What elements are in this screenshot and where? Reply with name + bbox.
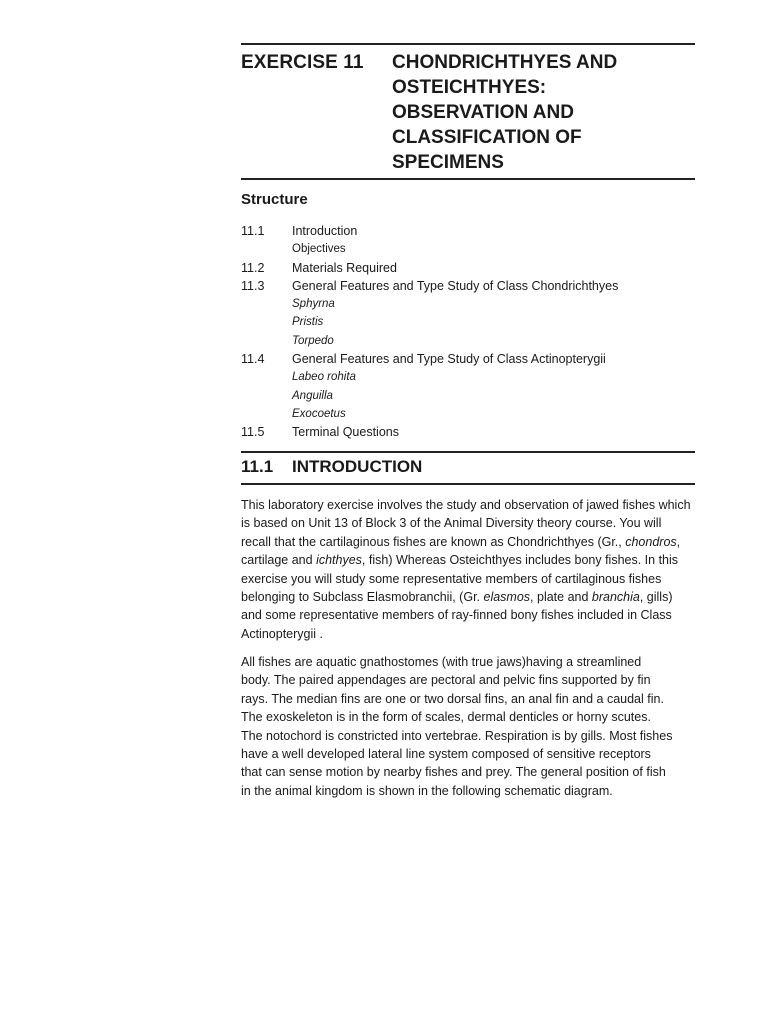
exercise-title-line: SPECIMENS xyxy=(392,152,504,173)
section-heading xyxy=(241,456,422,478)
structure-item-number: 11.5 xyxy=(241,425,265,440)
exercise-title-line: CLASSIFICATION OF xyxy=(392,127,582,148)
structure-item-text: Torpedo xyxy=(292,334,334,347)
italic-term: elasmos xyxy=(483,590,531,605)
structure-item xyxy=(241,277,701,295)
structure-item-text: Exocoetus xyxy=(292,407,346,420)
text-run: belonging to Subclass Elasmobranchii, (Gr. xyxy=(241,590,484,605)
header-top-rule xyxy=(241,43,695,45)
structure-item-text: General Features and Type Study of Class Actinopterygii xyxy=(292,352,606,367)
structure-item xyxy=(241,259,701,277)
paragraph-line: The exoskeleton is in the form of scales, dermal denticles or horny scutes. xyxy=(241,710,651,725)
exercise-title-line: CHONDRICHTHYES AND xyxy=(392,52,618,73)
header-bottom-rule xyxy=(241,178,695,180)
text-run: , gills) xyxy=(639,590,673,605)
structure-heading: Structure xyxy=(241,191,308,208)
structure-subitem xyxy=(241,332,701,350)
text-run: recall that the cartilaginous fishes are known as Chondrichthyes (Gr., xyxy=(241,534,626,549)
intro-paragraph-2 xyxy=(241,653,711,800)
structure-subitem xyxy=(241,313,701,331)
structure-item-text: Pristis xyxy=(292,316,324,329)
exercise-label: EXERCISE 11 xyxy=(241,52,364,73)
structure-item-number: 11.2 xyxy=(241,260,265,275)
structure-item-text: Materials Required xyxy=(292,260,397,275)
paragraph-line: that can sense motion by nearby fishes and prey. The general position of fish xyxy=(241,765,666,780)
section-title: INTRODUCTION xyxy=(292,457,423,476)
structure-item-text: Labeo rohita xyxy=(292,371,356,384)
structure-list xyxy=(241,222,701,442)
structure-subitem xyxy=(241,405,701,423)
italic-term: chondros xyxy=(625,534,677,549)
section-bottom-rule xyxy=(241,483,695,485)
exercise-title xyxy=(392,50,692,175)
structure-item-text: Sphyrna xyxy=(292,298,335,311)
structure-subitem xyxy=(241,368,701,386)
structure-item-number: 11.3 xyxy=(241,278,265,293)
structure-item xyxy=(241,350,701,368)
paragraph-line: have a well developed lateral line system composed of sensitive receptors xyxy=(241,747,651,762)
paragraph-line: body. The paired appendages are pectoral and pelvic fins supported by fin xyxy=(241,673,651,688)
structure-item-text: General Features and Type Study of Class Chondrichthyes xyxy=(292,278,619,293)
structure-item xyxy=(241,222,701,240)
paragraph-line xyxy=(241,533,711,551)
paragraph-line: All fishes are aquatic gnathostomes (with true jaws)having a streamlined xyxy=(241,655,642,669)
structure-item-text: Objectives xyxy=(292,243,346,256)
paragraph-line: rays. The median fins are one or two dorsal fins, an anal fin and a caudal fin. xyxy=(241,691,664,706)
paragraph-line: This laboratory exercise involves the study and observation of jawed fishes which xyxy=(241,498,691,512)
paragraph-line: is based on Unit 13 of Block 3 of the Animal Diversity theory course. You will xyxy=(241,516,662,531)
exercise-title-line: OSTEICHTHYES: xyxy=(392,77,547,98)
intro-paragraph-1 xyxy=(241,496,711,643)
structure-subitem xyxy=(241,240,701,258)
structure-subitem xyxy=(241,295,701,313)
text-run: , fish) Whereas Osteichthyes includes bony fishes. In this xyxy=(361,553,679,568)
structure-item-text: Terminal Questions xyxy=(292,425,399,440)
text-run: cartilage and xyxy=(241,553,317,568)
paragraph-line: exercise you will study some representative members of cartilaginous fishes xyxy=(241,571,662,586)
structure-item-number: 11.1 xyxy=(241,224,265,238)
section-top-rule xyxy=(241,451,695,453)
text-run: , plate and xyxy=(530,590,592,605)
italic-term: branchia xyxy=(591,590,640,605)
paragraph-line xyxy=(241,588,711,606)
text-run: , xyxy=(676,534,681,549)
paragraph-line: and some representative members of ray-finned bony fishes included in Class xyxy=(241,608,672,623)
structure-item-text: Anguilla xyxy=(292,389,333,402)
structure-item xyxy=(241,423,701,441)
paragraph-line: Actinopterygii . xyxy=(241,626,323,641)
structure-item-text: Introduction xyxy=(292,224,358,238)
paragraph-line: The notochord is constricted into vertebrae. Respiration is by gills. Most fishes xyxy=(241,728,673,743)
italic-term: ichthyes xyxy=(316,553,362,568)
exercise-title-line: OBSERVATION AND xyxy=(392,102,574,123)
structure-subitem xyxy=(241,387,701,405)
section-number: 11.1 xyxy=(241,457,274,476)
paragraph-line xyxy=(241,551,711,569)
paragraph-line: in the animal kingdom is shown in the following schematic diagram. xyxy=(241,783,613,798)
structure-item-number: 11.4 xyxy=(241,352,265,367)
